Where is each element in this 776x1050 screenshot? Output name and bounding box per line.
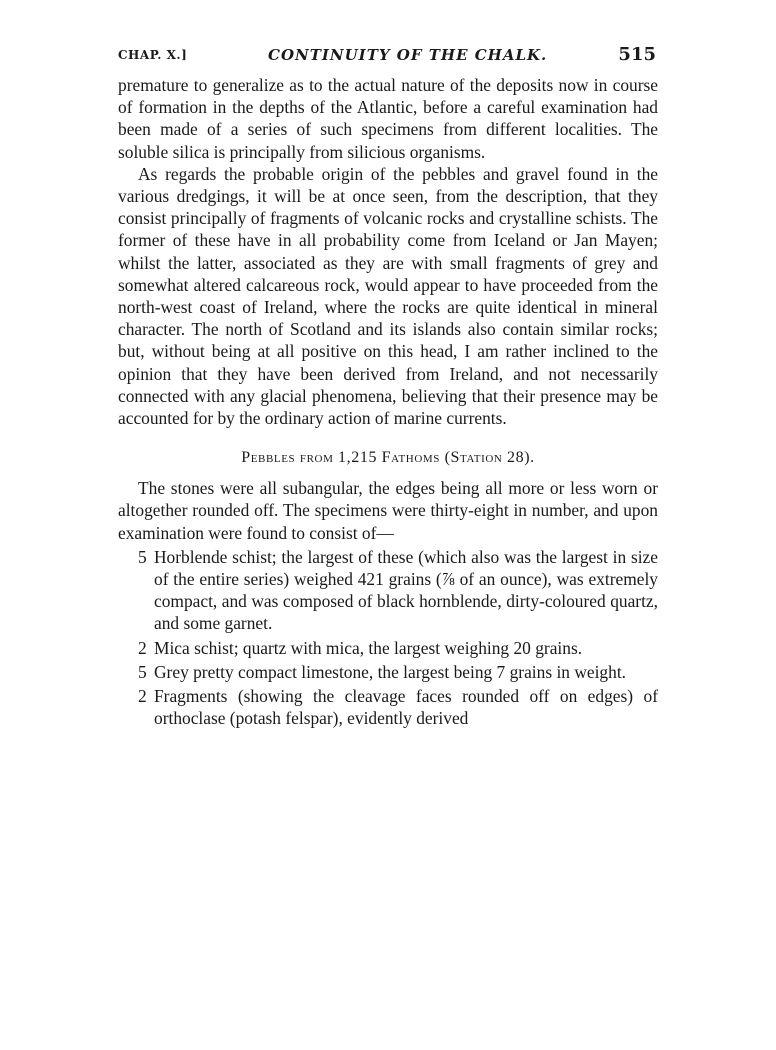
section-intro: The stones were all subangular, the edges being all more or less worn or altogether rounded off. The specimens were thirty-eight in number, and upon examination were found to consist of—	[118, 478, 658, 543]
running-head	[118, 44, 658, 74]
paragraph-pebbles-origin: As regards the probable origin of the pebbles and gravel found in the various dredgings, it will be at once seen, from the description, that they consist principally of fragments of volcanic rocks and crystalline schists. The former of these have in all probability come from Iceland or Jan Mayen; whilst the latter, associated as they are with small fragments of grey and somewhat altered calcareous rock, would appear to have proceeded from the north-west coast of Ireland, where the rocks are quite identical in mineral character. The north of Scotland and its islands also contain similar rocks; but, without being at all positive on this head, I am rather inclined to the opinion that they have been derived from Ireland, and not necessarily connected with any glacial phenomena, believing that their presence may be accounted for by the ordinary action of marine currents.	[118, 163, 658, 429]
item-count: 2	[138, 637, 147, 658]
chapter-label: CHAP. X.]	[118, 48, 188, 62]
body-text	[118, 74, 658, 429]
specimen-list	[118, 546, 658, 730]
paragraph-continued: premature to generalize as to the actual nature of the deposits now in course of formation in the depths of the Atlantic, before a careful examination had been made of a series of such specimens from different localities. The soluble silica is principally from silicious organisms.	[118, 75, 658, 162]
list-item	[118, 637, 658, 659]
list-item	[118, 546, 658, 635]
book-page	[118, 44, 658, 729]
item-count: 5	[138, 546, 147, 567]
page-number: 515	[618, 44, 656, 65]
item-text: Grey pretty compact limestone, the largest being 7 grains in weight.	[154, 661, 627, 682]
item-text: Mica schist; quartz with mica, the largest weighing 20 grains.	[154, 637, 583, 658]
section-body	[118, 477, 658, 544]
section-heading: Pebbles from 1,215 Fathoms (Station 28).	[241, 449, 535, 467]
list-item	[118, 661, 658, 683]
list-item	[118, 685, 658, 729]
item-text: Fragments (showing the cleavage faces rounded off on edges) of orthoclase (potash felspar), evidently derived	[154, 686, 658, 729]
running-title: CONTINUITY OF THE CHALK.	[268, 46, 548, 64]
item-count: 5	[138, 661, 147, 682]
item-count: 2	[138, 686, 147, 707]
item-text: Horblende schist; the largest of these (which also was the largest in size of the entire series) weighed 421 grains (⅞ of an ounce), was extremely compact, and was composed of black hornblende, dirty-coloured quartz, and some garnet.	[154, 546, 658, 634]
